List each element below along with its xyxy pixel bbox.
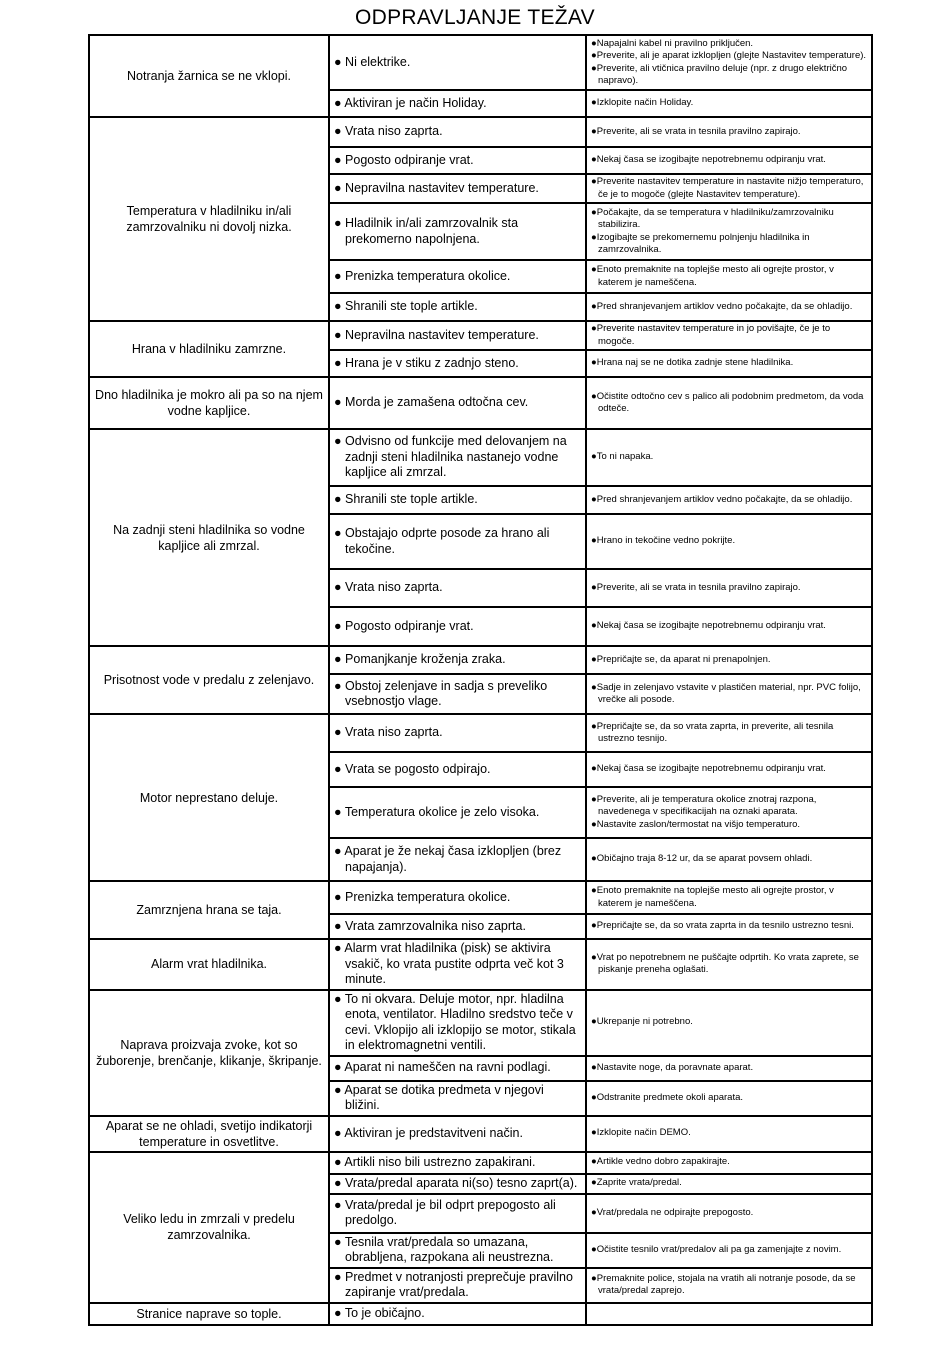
solution-cell: [586, 1268, 872, 1303]
solution-cell: [586, 607, 872, 646]
bullet-icon: ●: [591, 1243, 597, 1255]
cause-text: Alarm vrat hladilnika (pisk) se aktivira vsakič, ko vrata pustite odprta več kot 3 minute.: [344, 941, 564, 986]
bullet-icon: ●: [334, 299, 342, 314]
cause-cell: [329, 35, 586, 90]
cause-cell: [329, 646, 586, 674]
bullet-icon: ●: [591, 206, 597, 218]
problem-cell: Alarm vrat hladilnika.: [89, 939, 329, 990]
cause-text: Pomanjkanje kroženja zraka.: [345, 652, 506, 667]
solution-text: Zaprite vrata/predal.: [596, 1177, 682, 1189]
cause-cell: [329, 752, 586, 787]
solution-cell: [586, 174, 872, 203]
bullet-icon: ●: [591, 920, 597, 932]
bullet-icon: ●: [591, 1091, 597, 1103]
cause-cell: [329, 486, 586, 514]
solution-cell: [586, 429, 872, 486]
bullet-icon: ●: [334, 1197, 342, 1212]
bullet-icon: ●: [334, 95, 342, 110]
bullet-icon: ●: [334, 152, 342, 167]
cause-cell: [329, 1194, 586, 1233]
bullet-icon: ●: [591, 125, 597, 137]
solution-cell: [586, 350, 872, 377]
bullet-icon: ●: [591, 37, 597, 49]
solution-cell: [586, 1303, 872, 1325]
solution-cell: [586, 881, 872, 914]
solution-text: Nastavite zaslon/termostat na višjo temperaturo.: [596, 818, 801, 830]
solution-text: Prepričajte se, da so vrata zaprta, in preverite, ali tesnila ustrezno tesnijo.: [596, 720, 834, 744]
solution-cell: [586, 293, 872, 321]
solution-cell: [586, 990, 872, 1056]
solution-item: [591, 721, 867, 746]
solution-text: Očistite odtočno cev s palico ali podobnim predmetom, da voda odteče.: [596, 390, 864, 414]
cause-cell: [329, 990, 586, 1056]
solution-text: Napajalni kabel ni pravilno priključen.: [596, 37, 754, 49]
solution-item: [591, 763, 867, 776]
solution-cell: [586, 514, 872, 569]
solution-item: [591, 1273, 867, 1298]
cause-text: To je običajno.: [344, 1305, 425, 1320]
solution-text: Izogibajte se prekomernemu polnjenju hladilnika in zamrzovalnika.: [596, 231, 810, 255]
bullet-icon: ●: [591, 951, 597, 963]
solution-item: [591, 126, 867, 139]
solution-item: [591, 301, 867, 314]
bullet-icon: ●: [334, 268, 342, 283]
solution-text: Preverite, ali se vrata in tesnila pravilno zapirajo.: [596, 125, 801, 137]
cause-cell: [329, 1233, 586, 1268]
bullet-icon: ●: [334, 1269, 342, 1284]
cause-text: Hladilnik in/ali zamrzovalnik sta prekomerno napolnjena.: [345, 216, 519, 246]
bullet-icon: ●: [591, 231, 597, 243]
solution-item: [591, 1177, 867, 1190]
solution-item: [591, 620, 867, 633]
solution-text: Hrano in tekočine vedno pokrijte.: [596, 535, 736, 547]
solution-cell: [586, 1194, 872, 1233]
solution-text: Pred shranjevanjem artiklov vedno počakajte, da se ohladijo.: [596, 493, 853, 505]
solution-text: Preverite, ali vtičnica pravilno deluje (npr. z drugo električno napravo).: [596, 62, 848, 86]
cause-text: Ni elektrike.: [345, 54, 411, 69]
solution-text: Sadje in zelenjavo vstavite v plastičen material, npr. PVC folijo, vrečke ali posode.: [596, 681, 861, 705]
solution-cell: [586, 752, 872, 787]
problem-cell: Dno hladilnika je mokro ali pa so na njem vodne kapljice.: [89, 377, 329, 429]
solution-text: Preverite, ali se vrata in tesnila pravilno zapirajo.: [596, 581, 801, 593]
cause-text: Aparat je že nekaj časa izklopljen (brez napajanja).: [344, 844, 562, 874]
cause-cell: [329, 914, 586, 939]
bullet-icon: ●: [591, 1061, 597, 1073]
bullet-icon: ●: [591, 323, 597, 334]
table-row: [89, 35, 872, 90]
cause-cell: [329, 377, 586, 429]
cause-text: Vrata niso zaprta.: [345, 580, 443, 595]
cause-text: Predmet v notranjosti preprečuje pravilno zapiranje vrat/predala.: [345, 1269, 573, 1299]
bullet-icon: ●: [591, 264, 597, 275]
cause-cell: [329, 117, 586, 147]
page-title: ODPRAVLJANJE TEŽAV: [355, 6, 595, 29]
solution-item: [591, 494, 867, 507]
bullet-icon: ●: [334, 395, 342, 410]
bullet-icon: ●: [334, 54, 342, 69]
bullet-icon: ●: [334, 918, 342, 933]
bullet-icon: ●: [334, 889, 342, 904]
solution-item: [591, 682, 867, 707]
bullet-icon: ●: [334, 804, 342, 819]
solution-cell: [586, 787, 872, 838]
bullet-icon: ●: [334, 124, 342, 139]
solution-item: [591, 1244, 867, 1257]
solution-item: [591, 1062, 867, 1075]
solution-text: Preverite, ali je aparat izklopljen (glejte Nastavitev temperature).: [596, 50, 867, 61]
cause-text: Shranili ste tople artikle.: [345, 299, 478, 314]
solution-item: [591, 264, 867, 289]
bullet-icon: ●: [334, 1060, 342, 1075]
bullet-icon: ●: [591, 535, 597, 547]
solution-item: [591, 1156, 867, 1169]
problem-cell: Zamrznjena hrana se taja.: [89, 881, 329, 939]
bullet-icon: ●: [334, 941, 342, 955]
solution-item: [591, 582, 867, 595]
solution-text: Očistite tesnilo vrat/predalov ali pa ga zamenjajte z novim.: [596, 1243, 842, 1255]
cause-cell: [329, 429, 586, 486]
solution-item: [591, 451, 867, 464]
bullet-icon: ●: [334, 216, 342, 230]
cause-text: Vrata zamrzovalnika niso zaprta.: [345, 918, 526, 933]
bullet-icon: ●: [591, 853, 597, 865]
problem-cell: Aparat se ne ohladi, svetijo indikatorji temperature in osvetlitve.: [89, 1116, 329, 1152]
solution-cell: [586, 260, 872, 293]
solution-text: Enoto premaknite na toplejše mesto ali ogrejte prostor, v katerem je nameščena.: [596, 264, 834, 288]
solution-text: Prepričajte se, da aparat ni prenapolnjen.: [596, 653, 771, 665]
cause-text: Prenizka temperatura okolice.: [345, 268, 511, 283]
solution-item: [591, 885, 867, 910]
bullet-icon: ●: [334, 991, 342, 1006]
cause-cell: [329, 674, 586, 714]
cause-cell: [329, 787, 586, 838]
cause-text: Obstoj zelenjave in sadja s preveliko vsebnostjo vlage.: [345, 678, 548, 708]
bullet-icon: ●: [334, 492, 342, 507]
solution-text: Preverite nastavitev temperature in jo povišajte, če je to mogoče.: [596, 323, 831, 347]
solution-item: [591, 1016, 867, 1029]
bullet-icon: ●: [591, 720, 597, 732]
bullet-icon: ●: [334, 761, 342, 776]
bullet-icon: ●: [591, 300, 597, 312]
solution-cell: [586, 838, 872, 881]
cause-cell: [329, 90, 586, 117]
cause-text: Pogosto odpiranje vrat.: [345, 618, 474, 633]
bullet-icon: ●: [334, 1175, 342, 1190]
troubleshooting-table: [88, 34, 873, 1326]
cause-cell: [329, 1174, 586, 1194]
bullet-icon: ●: [334, 1305, 342, 1320]
solution-cell: [586, 569, 872, 607]
cause-cell: [329, 293, 586, 321]
solution-text: Ukrepanje ni potrebno.: [596, 1016, 693, 1028]
bullet-icon: ●: [334, 678, 342, 693]
solution-cell: [586, 1081, 872, 1116]
bullet-icon: ●: [591, 50, 597, 61]
solution-item: [591, 50, 867, 63]
cause-text: Vrata/predal je bil odprt prepogosto ali predolgo.: [345, 1197, 556, 1227]
bullet-icon: ●: [591, 62, 597, 74]
cause-cell: [329, 203, 586, 260]
cause-text: Nepravilna nastavitev temperature.: [345, 180, 539, 195]
solution-text: Vrat/predala ne odpirajte prepogosto.: [596, 1206, 754, 1218]
bullet-icon: ●: [334, 526, 342, 540]
bullet-icon: ●: [591, 1016, 597, 1028]
solution-text: Običajno traja 8-12 ur, da se aparat povsem ohladi.: [596, 853, 813, 865]
cause-text: Vrata niso zaprta.: [345, 725, 443, 740]
bullet-icon: ●: [334, 180, 342, 195]
cause-text: Odvisno od funkcije med delovanjem na zadnji steni hladilnika nastanejo vodne kapljice ali zmrzal.: [345, 434, 567, 480]
cause-cell: [329, 569, 586, 607]
cause-cell: [329, 1268, 586, 1303]
bullet-icon: ●: [591, 1206, 597, 1218]
bullet-icon: ●: [591, 97, 597, 109]
cause-text: Artikli niso bili ustrezno zapakirani.: [344, 1154, 536, 1169]
solution-item: [591, 819, 867, 832]
cause-cell: [329, 174, 586, 203]
solution-text: Hrana naj se ne dotika zadnje stene hladilnika.: [596, 357, 794, 369]
bullet-icon: ●: [591, 653, 597, 665]
solution-item: [591, 207, 867, 232]
cause-text: Aparat ni nameščen na ravni podlagi.: [344, 1060, 551, 1075]
bullet-icon: ●: [334, 618, 342, 633]
table-row: [89, 1303, 872, 1325]
solution-cell: [586, 90, 872, 117]
cause-text: Temperatura okolice je zelo visoka.: [344, 804, 540, 819]
problem-cell: Naprava proizvaja zvoke, kot so žuborenje, brenčanje, klikanje, škripanje.: [89, 990, 329, 1116]
solution-cell: [586, 117, 872, 147]
bullet-icon: ●: [334, 725, 342, 740]
solution-item: [591, 1127, 867, 1140]
cause-text: Vrata niso zaprta.: [345, 124, 443, 139]
solution-cell: [586, 714, 872, 752]
cause-cell: [329, 1081, 586, 1116]
bullet-icon: ●: [591, 818, 597, 830]
bullet-icon: ●: [591, 390, 597, 402]
bullet-icon: ●: [591, 620, 597, 632]
solution-text: Izklopite način DEMO.: [596, 1127, 691, 1139]
solution-cell: [586, 914, 872, 939]
solution-text: Odstranite predmete okoli aparata.: [596, 1091, 744, 1103]
table-row: [89, 881, 872, 914]
bullet-icon: ●: [591, 176, 597, 187]
solution-item: [591, 920, 867, 933]
solution-item: [591, 535, 867, 548]
solution-item: [591, 323, 867, 348]
bullet-icon: ●: [334, 1234, 342, 1249]
problem-cell: Veliko ledu in zmrzali v predelu zamrzovalnika.: [89, 1152, 329, 1303]
cause-cell: [329, 1152, 586, 1174]
bullet-icon: ●: [591, 357, 597, 369]
cause-cell: [329, 350, 586, 377]
solution-item: [591, 1092, 867, 1105]
solution-item: [591, 794, 867, 819]
table-row: [89, 990, 872, 1056]
cause-cell: [329, 1303, 586, 1325]
solution-text: Preverite, ali je temperatura okolice znotraj razpona, navedenega v specifikacijah na oznaki aparata.: [596, 793, 817, 818]
solution-item: [591, 97, 867, 110]
solution-cell: [586, 147, 872, 174]
bullet-icon: ●: [334, 355, 342, 370]
solution-item: [591, 654, 867, 667]
bullet-icon: ●: [334, 652, 342, 667]
bullet-icon: ●: [591, 1156, 597, 1168]
cause-cell: [329, 321, 586, 350]
table-row: [89, 429, 872, 486]
solution-text: Nastavite noge, da poravnate aparat.: [596, 1061, 754, 1073]
bullet-icon: ●: [591, 1272, 597, 1284]
bullet-icon: ●: [591, 763, 597, 775]
cause-cell: [329, 1056, 586, 1081]
solution-cell: [586, 674, 872, 714]
problem-cell: Na zadnji steni hladilnika so vodne kapljice ali zmrzal.: [89, 429, 329, 646]
bullet-icon: ●: [591, 493, 597, 505]
solution-cell: [586, 1174, 872, 1194]
solution-cell: [586, 1152, 872, 1174]
solution-cell: [586, 486, 872, 514]
table-row: [89, 714, 872, 752]
bullet-icon: ●: [591, 1177, 597, 1189]
cause-text: Nepravilna nastavitev temperature.: [345, 327, 539, 342]
cause-cell: [329, 838, 586, 881]
solution-item: [591, 232, 867, 257]
solution-item: [591, 38, 867, 51]
solution-text: Izklopite način Holiday.: [596, 97, 694, 109]
solution-text: Počakajte, da se temperatura v hladilniku/zamrzovalniku stabilizira.: [596, 206, 834, 230]
solution-text: Pred shranjevanjem artiklov vedno počakajte, da se ohladijo.: [596, 300, 853, 312]
bullet-icon: ●: [591, 581, 597, 593]
table-row: [89, 1152, 872, 1174]
solution-text: Preverite nastavitev temperature in nastavite nižjo temperaturo, če je to mogoče (glejte Nastavitev temperature).: [596, 176, 864, 200]
cause-text: Aktiviran je predstavitveni način.: [344, 1125, 523, 1140]
cause-text: Prenizka temperatura okolice.: [345, 889, 511, 904]
problem-cell: Temperatura v hladilniku in/ali zamrzovalniku ni dovolj nizka.: [89, 117, 329, 321]
table-row: [89, 321, 872, 350]
bullet-icon: ●: [334, 1082, 342, 1097]
cause-text: Obstajajo odprte posode za hrano ali tekočine.: [345, 526, 550, 556]
table-row: [89, 646, 872, 674]
bullet-icon: ●: [591, 154, 597, 166]
solution-item: [591, 853, 867, 866]
table-row: [89, 1116, 872, 1152]
cause-text: Aparat se dotika predmeta v njegovi bližini.: [344, 1082, 544, 1112]
solution-text: Premaknite police, stojala na vratih ali notranje posode, da se vrata/predal zaprejo.: [596, 1272, 856, 1296]
cause-cell: [329, 939, 586, 990]
bullet-icon: ●: [334, 1125, 342, 1140]
solution-item: [591, 952, 867, 977]
solution-cell: [586, 377, 872, 429]
solution-text: Nekaj časa se izogibajte nepotrebnemu odpiranju vrat.: [596, 763, 826, 775]
bullet-icon: ●: [591, 885, 597, 896]
solution-cell: [586, 646, 872, 674]
cause-text: Shranili ste tople artikle.: [345, 492, 478, 507]
solution-item: [591, 63, 867, 88]
cause-cell: [329, 714, 586, 752]
bullet-icon: ●: [591, 793, 597, 805]
solution-item: [591, 391, 867, 416]
cause-cell: [329, 260, 586, 293]
solution-item: [591, 357, 867, 370]
solution-cell: [586, 35, 872, 90]
solution-cell: [586, 203, 872, 260]
solution-text: Prepričajte se, da so vrata zaprta in da tesnilo ustrezno tesni.: [596, 920, 854, 932]
bullet-icon: ●: [591, 681, 597, 693]
solution-cell: [586, 939, 872, 990]
table-row: [89, 377, 872, 429]
bullet-icon: ●: [334, 434, 342, 449]
bullet-icon: ●: [334, 327, 342, 342]
cause-cell: [329, 1116, 586, 1152]
solution-text: Nekaj časa se izogibajte nepotrebnemu odpiranju vrat.: [596, 620, 826, 632]
cause-text: Morda je zamašena odtočna cev.: [345, 395, 529, 410]
solution-cell: [586, 1233, 872, 1268]
cause-text: Tesnila vrat/predala so umazana, obrabljena, razpokana ali neustrezna.: [344, 1234, 554, 1264]
cause-text: To ni okvara. Deluje motor, npr. hladilna enota, ventilator. Hladilno sredstvo teče v cevi. Vklopijo ali izklopijo se motor, stikala in elektromagnetni ventili.: [344, 991, 576, 1052]
cause-cell: [329, 514, 586, 569]
solution-item: [591, 176, 867, 201]
bullet-icon: ●: [334, 844, 342, 858]
cause-cell: [329, 881, 586, 914]
bullet-icon: ●: [334, 580, 342, 595]
problem-cell: Hrana v hladilniku zamrzne.: [89, 321, 329, 377]
bullet-icon: ●: [591, 451, 597, 463]
problem-cell: Notranja žarnica se ne vklopi.: [89, 35, 329, 117]
cause-text: Pogosto odpiranje vrat.: [345, 152, 474, 167]
solution-text: Artikle vedno dobro zapakirajte.: [596, 1156, 730, 1168]
table-row: [89, 939, 872, 990]
problem-cell: Stranice naprave so tople.: [89, 1303, 329, 1325]
cause-text: Vrata se pogosto odpirajo.: [345, 761, 491, 776]
solution-item: [591, 1207, 867, 1220]
solution-cell: [586, 1056, 872, 1081]
problem-cell: Prisotnost vode v predalu z zelenjavo.: [89, 646, 329, 714]
bullet-icon: ●: [591, 1127, 597, 1139]
solution-text: To ni napaka.: [596, 451, 654, 463]
solution-item: [591, 154, 867, 167]
bullet-icon: ●: [334, 1154, 342, 1169]
problem-cell: Motor neprestano deluje.: [89, 714, 329, 881]
solution-cell: [586, 1116, 872, 1152]
cause-cell: [329, 607, 586, 646]
cause-text: Vrata/predal aparata ni(so) tesno zaprt(a).: [345, 1175, 578, 1190]
solution-text: Nekaj časa se izogibajte nepotrebnemu odpiranju vrat.: [596, 154, 826, 166]
solution-cell: [586, 321, 872, 350]
table-row: [89, 117, 872, 147]
solution-text: Vrat po nepotrebnem ne puščajte odprtih. Ko vrata zaprete, se piskanje preneha oglašati.: [596, 951, 859, 976]
cause-cell: [329, 147, 586, 174]
cause-text: Hrana je v stiku z zadnjo steno.: [345, 355, 519, 370]
solution-text: Enoto premaknite na toplejše mesto ali ogrejte prostor, v katerem je nameščena.: [596, 885, 834, 909]
cause-text: Aktiviran je način Holiday.: [344, 95, 487, 110]
